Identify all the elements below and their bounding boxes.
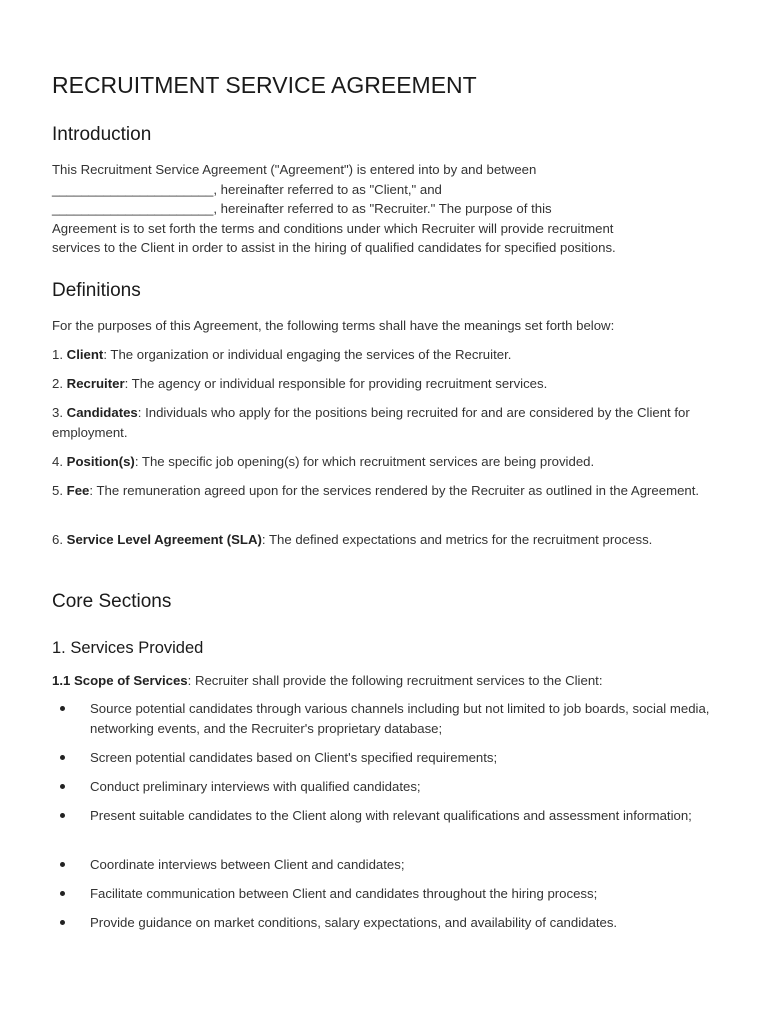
bullet-text: Conduct preliminary interviews with qualified candidates; (90, 779, 421, 794)
introduction-paragraph (52, 160, 720, 258)
definition-number: 4. (52, 454, 67, 469)
definition-text: : The organization or individual engaging the services of the Recruiter. (103, 347, 512, 362)
list-item (52, 806, 720, 826)
bullet-text: Present suitable candidates to the Client along with relevant qualifications and assessment information; (90, 808, 692, 823)
bullet-icon (60, 813, 65, 818)
list-item (52, 699, 720, 738)
definition-term: Candidates (66, 405, 138, 420)
bullet-icon (60, 706, 65, 711)
list-item (52, 884, 720, 904)
definition-term: Fee (66, 483, 90, 498)
intro-line: services to the Client in order to assist in the hiring of qualified candidates for specified positions. (52, 240, 616, 255)
definition-item (52, 345, 720, 365)
definition-text: : The specific job opening(s) for which recruitment services are being provided. (134, 454, 595, 469)
introduction-heading: Introduction (52, 124, 152, 145)
definition-text: : The defined expectations and metrics for the recruitment process. (261, 532, 653, 547)
bullet-icon (60, 891, 65, 896)
bullet-icon (60, 755, 65, 760)
definition-item (52, 481, 720, 501)
definition-number: 5. (52, 483, 67, 498)
bullet-icon (60, 784, 65, 789)
definitions-lead: For the purposes of this Agreement, the following terms shall have the meanings set forth below: (52, 318, 615, 333)
list-item (52, 913, 720, 933)
list-item (52, 748, 720, 768)
document-title: RECRUITMENT SERVICE AGREEMENT (52, 72, 477, 98)
bullet-icon (60, 920, 65, 925)
definition-item (52, 374, 720, 394)
definition-number: 3. (52, 405, 67, 420)
definitions-heading: Definitions (52, 280, 141, 301)
scope-of-services (52, 671, 720, 691)
bullet-text: Source potential candidates through various channels including but not limited to job boards, social media, networking events, and the Recruiter's proprietary database; (90, 701, 710, 736)
definition-text: : The agency or individual responsible for providing recruitment services. (124, 376, 548, 391)
bullet-text: Provide guidance on market conditions, salary expectations, and availability of candidates. (90, 915, 618, 930)
core-sections-heading: Core Sections (52, 591, 172, 612)
list-item (52, 777, 720, 797)
list-item (52, 855, 720, 875)
definition-item (52, 452, 720, 472)
definition-number: 2. (52, 376, 67, 391)
intro-line: ______________________, hereinafter referred to as "Client," and (52, 181, 442, 197)
scope-text: : Recruiter shall provide the following recruitment services to the Client: (187, 673, 603, 688)
definition-item (52, 530, 720, 550)
definition-number: 1. (52, 347, 67, 362)
scope-term: 1.1 Scope of Services (52, 673, 188, 688)
intro-line: This Recruitment Service Agreement ("Agreement") is entered into by and between (52, 162, 537, 177)
definition-number: 6. (52, 532, 67, 547)
definition-item (52, 403, 720, 442)
bullet-icon (60, 862, 65, 867)
definition-term: Position(s) (66, 454, 135, 469)
definition-term: Service Level Agreement (SLA) (66, 532, 262, 547)
definition-term: Recruiter (66, 376, 125, 391)
bullet-text: Screen potential candidates based on Client's specified requirements; (90, 750, 498, 765)
definition-term: Client (66, 347, 104, 362)
bullet-text: Facilitate communication between Client and candidates throughout the hiring process; (90, 886, 598, 901)
services-provided-heading: 1. Services Provided (52, 639, 204, 657)
bullet-text: Coordinate interviews between Client and candidates; (90, 857, 405, 872)
definition-text: : Individuals who apply for the positions being recruited for and are considered by the Client for employment. (52, 405, 690, 440)
intro-line: ______________________, hereinafter referred to as "Recruiter." The purpose of this (52, 201, 552, 216)
definition-text: : The remuneration agreed upon for the services rendered by the Recruiter as outlined in the Agreement. (89, 483, 700, 498)
intro-line: Agreement is to set forth the terms and conditions under which Recruiter will provide recruitment (52, 220, 614, 236)
